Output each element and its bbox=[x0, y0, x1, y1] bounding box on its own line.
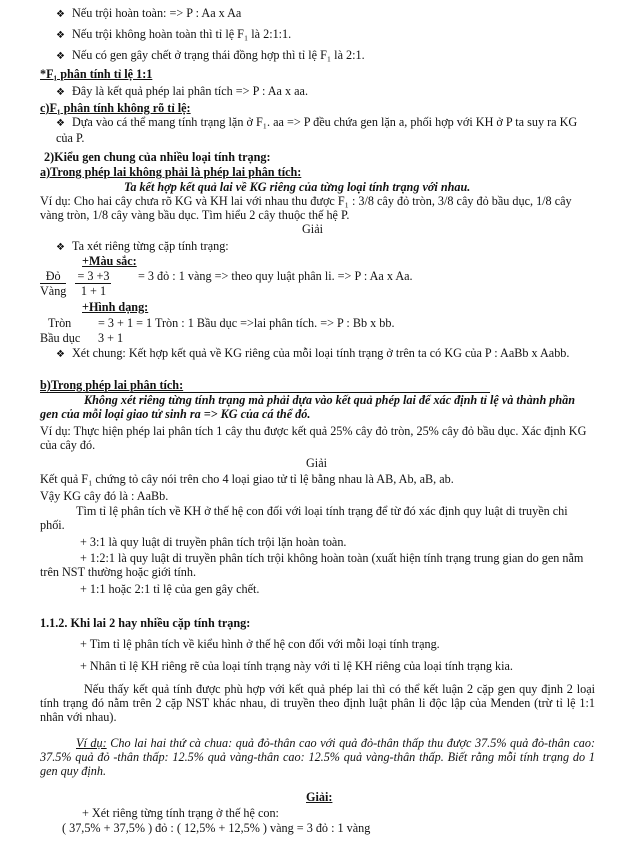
subheading: +Hình dạng: bbox=[82, 300, 149, 314]
diamond-bullet-icon: ❖ bbox=[56, 349, 65, 360]
bullet-line: ❖ Nếu trội không hoàn toàn thì tỉ lệ F₁ là 2:1:1. bbox=[56, 27, 292, 41]
paragraph: Tìm tỉ lệ phân tích về KH ở thế hệ con đối với loại tính trạng để từ đó xác định quy luật di truyền chi phối. bbox=[40, 504, 568, 532]
bullet-line: ❖ Xét chung: Kết hợp kết quả về KG riêng của mỗi loại tính trạng ở trên ta có KG của P : AaBb x Aabb. bbox=[56, 346, 570, 360]
fraction-ratio bbox=[40, 269, 111, 298]
shape-label: Tròn bbox=[48, 316, 72, 330]
fraction-phenotype: $\frac{\text{Đỏ}}{\text{Vàng}}$ bbox=[40, 269, 67, 298]
diamond-bullet-icon: ❖ bbox=[56, 242, 65, 253]
example-text: Ví dụ: Cho lai hai thứ cà chua: quả đỏ-thân cao với quả đỏ-thân thấp thu được 37.5% quả đỏ-thân cao: 37.5% quả đỏ -thân thấp: 12.5% quả vàng-thân cao: 12.5% quả vàng-thân thấp. Biết rằng mỗi tính trạng do 1 gen quy định. bbox=[40, 736, 596, 778]
rule-line: + Xét riêng từng tính trạng ở thế hệ con: bbox=[82, 806, 279, 820]
shape-label: Bầu dục bbox=[40, 331, 81, 345]
rule-line: + Tìm tỉ lệ phân tích về kiểu hình ở thế hệ con đối với mỗi loại tính trạng. bbox=[80, 637, 440, 651]
solution-label: Giải bbox=[306, 456, 327, 470]
paragraph: Vậy KG cây đó là : AaBb. bbox=[40, 489, 169, 503]
section-heading: *F₁ phân tính tỉ lệ 1:1 bbox=[40, 67, 153, 81]
emphasis-line: Không xét riêng từng tính trạng mà phải dựa vào kết quả phép lai để xác định tỉ lệ và thành phần gen của mỗi loại giao tử sinh ra => KG của cá thể đó. bbox=[40, 393, 576, 421]
ratio-result: = 3 đỏ : 1 vàng => theo quy luật phân li. => P : Aa x Aa. bbox=[138, 269, 413, 283]
bullet-line: ❖ Ta xét riêng từng cặp tính trạng: bbox=[56, 239, 229, 253]
rule-line: + Nhân tỉ lệ KH riêng rẽ của loại tính trạng này với tỉ lệ KH riêng của loại tính trạng kia. bbox=[80, 659, 513, 673]
diamond-bullet-icon: ❖ bbox=[56, 118, 65, 129]
diamond-bullet-icon: ❖ bbox=[56, 30, 65, 41]
example-text: Ví dụ: Thực hiện phép lai phân tích 1 cây thu được kết quả 25% cây đỏ tròn, 25% cây đỏ bầu dục. Xác định KG của cây đó. bbox=[40, 424, 587, 452]
rule-line: + 1:1 hoặc 2:1 tỉ lệ của gen gây chết. bbox=[80, 582, 260, 596]
section-heading: c)F₁ phân tính không rõ tỉ lệ: bbox=[40, 101, 191, 115]
paragraph: Nếu thấy kết quả tính được phù hợp với kết quả phép lai thì có thể kết luận 2 cặp gen quy định 2 loại tính trạng đó nằm trên 2 cặp NST khác nhau, di truyền theo định luật phân li độc lập của Menden (trừ tỉ lệ 1:1 nhân với nhau). bbox=[40, 682, 595, 724]
paragraph: Kết quả F₁ chứng tỏ cây nói trên cho 4 loại giao tử tỉ lệ bằng nhau là AB, Ab, aB, ab. bbox=[40, 472, 454, 486]
bullet-line: ❖ Nếu có gen gây chết ở trạng thái đồng hợp thì tỉ lệ F₁ là 2:1. bbox=[56, 48, 365, 62]
solution-label: Giải bbox=[302, 222, 323, 236]
section-heading: a)Trong phép lai không phải là phép lai phân tích: bbox=[40, 165, 302, 179]
solution-label: Giải: bbox=[306, 790, 333, 804]
subheading: +Màu sắc: bbox=[82, 254, 137, 268]
rule-line: + 3:1 là quy luật di truyền phân tích trội lặn hoàn toàn. bbox=[80, 535, 347, 549]
rule-line: + 1:2:1 là quy luật di truyền phân tích trội không hoàn toàn (xuất hiện tính trạng trung gian do gen nằm trên NST thường hoặc giới tính. bbox=[40, 551, 584, 579]
diamond-bullet-icon: ❖ bbox=[56, 87, 65, 98]
diamond-bullet-icon: ❖ bbox=[56, 51, 65, 62]
ratio-result: = 3 + 1 = 1 Tròn : 1 Bầu dục =>lai phân tích. => P : Bb x bb. bbox=[98, 316, 395, 330]
section-heading: 1.1.2. Khi lai 2 hay nhiều cặp tính trạng: bbox=[40, 616, 251, 630]
bullet-line: ❖ Nếu trội hoàn toàn: => P : Aa x Aa bbox=[56, 6, 242, 20]
bullet-line: ❖ Dựa vào cá thể mang tính trạng lặn ở F₁. aa => P đều chứa gen lặn a, phối hợp với KH ở P ta suy ra KG của P. bbox=[56, 115, 578, 145]
emphasis-line: Ta kết hợp kết quả lai về KG riêng của từng loại tính trạng với nhau. bbox=[124, 180, 471, 194]
bullet-line: ❖ Đây là kết quả phép lai phân tích => P : Aa x aa. bbox=[56, 84, 308, 98]
diamond-bullet-icon: ❖ bbox=[56, 9, 65, 20]
ratio-result: ( 37,5% + 37,5% ) đỏ : ( 12,5% + 12,5% ) vàng = 3 đỏ : 1 vàng bbox=[62, 821, 371, 835]
section-heading: 2)Kiểu gen chung của nhiều loại tính trạng: bbox=[44, 150, 271, 164]
fraction-values: $\frac{= 3 +3}{1 + 1}$ bbox=[77, 269, 110, 298]
fraction-denominator: 3 + 1 bbox=[98, 331, 124, 345]
example-text: Ví dụ: Cho hai cây chưa rõ KG và KH lai với nhau thu được F₁ : 3/8 cây đỏ tròn, 3/8 cây đỏ bầu dục, 1/8 cây vàng tròn, 1/8 cây vàng bầu dục. Tìm hiểu 2 cây thuộc thế hệ P. bbox=[40, 194, 572, 222]
section-heading: b)Trong phép lai phân tích: bbox=[40, 378, 184, 392]
